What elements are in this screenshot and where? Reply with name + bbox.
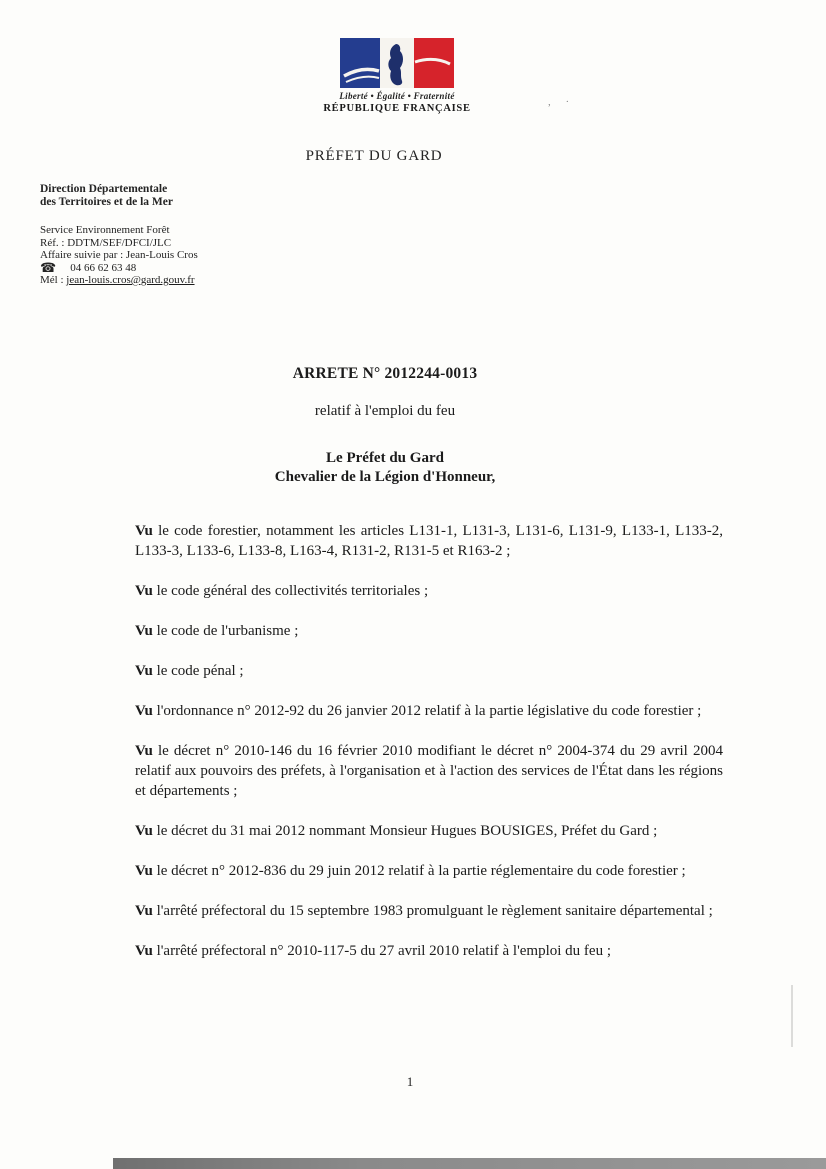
arrete-subject: relatif à l'emploi du feu (314, 403, 456, 419)
vu-lead: Vu (135, 623, 153, 639)
body-paragraph (135, 941, 723, 961)
email-label: Mél : (40, 274, 67, 286)
sender-direction-line2: des Territoires et de la Mer (40, 196, 173, 208)
vu-lead: Vu (135, 523, 153, 539)
vu-lead: Vu (135, 823, 153, 839)
paragraph-text: l'arrêté préfectoral n° 2010-117-5 du 27 avril 2010 relatif à l'emploi du feu ; (152, 943, 612, 959)
vu-lead: Vu (135, 583, 153, 599)
body-paragraph (135, 621, 723, 641)
sender-service-line: Service Environnement Forêt (40, 224, 170, 236)
salutation-line1: Le Préfet du Gard (326, 450, 444, 466)
body-paragraph (135, 821, 723, 841)
body-paragraph (135, 901, 723, 921)
paragraph-text: le code pénal ; (152, 663, 244, 679)
body-paragraph (135, 581, 723, 601)
scan-artifact-line (791, 985, 793, 1047)
body-paragraph (135, 661, 723, 681)
logo-motto: Liberté • Égalité • Fraternité (339, 91, 455, 101)
paragraph-text: le décret du 31 mai 2012 nommant Monsieur Hugues BOUSIGES, Préfet du Gard ; (152, 823, 658, 839)
paragraph-text: l'arrêté préfectoral du 15 septembre 1983 promulguant le règlement sanitaire départemental ; (152, 903, 713, 919)
sender-email-line (40, 274, 198, 287)
sender-reference-line: Réf. : DDTM/SEF/DFCI/JLC (40, 236, 172, 249)
paragraph-text: l'ordonnance n° 2012-92 du 26 janvier 2012 relatif à la partie législative du code forestier ; (152, 703, 702, 719)
paragraph-text: le code de l'urbanisme ; (152, 623, 299, 639)
body-paragraph (135, 861, 723, 881)
salutation-line2: Chevalier de la Légion d'Honneur, (274, 469, 496, 485)
body-paragraph (135, 521, 723, 561)
vu-lead: Vu (135, 903, 153, 919)
vu-lead: Vu (135, 703, 153, 719)
sender-direction-line1: Direction Départementale (40, 183, 168, 195)
vu-lead: Vu (135, 863, 153, 879)
republique-francaise-logo (302, 38, 492, 114)
logo-republique-francaise: RÉPUBLIQUE FRANÇAISE (323, 103, 471, 114)
paragraph-text: le décret n° 2010-146 du 16 février 2010 modifiant le décret n° 2004-374 du 29 avril 2004 relatif aux pouvoirs des préfets, à l'organisation et à l'action des services de l'État dans les régions et départements ; (135, 743, 723, 799)
page-number: 1 (406, 1074, 414, 1089)
scan-artifact-speck: , · (548, 96, 576, 108)
phone-icon: ☎ (40, 259, 57, 275)
phone-number: 04 66 62 63 48 (70, 261, 137, 274)
prefecture-title: PRÉFET DU GARD (305, 148, 443, 164)
french-flag-marianne-icon (340, 38, 454, 88)
paragraph-text: le code forestier, notamment les articles L131-1, L131-3, L131-6, L131-9, L133-1, L133-2, L133-3, L133-6, L133-8, L163-4, R131-2, R131-5 et R163-2 ; (135, 523, 723, 559)
sender-block (40, 183, 198, 287)
email-link[interactable]: jean-louis.cros@gard.gouv.fr (66, 274, 195, 286)
scan-artifact-bar (113, 1158, 826, 1169)
body-paragraph (135, 741, 723, 801)
document-body (135, 521, 723, 981)
sender-handler-line: Affaire suivie par : Jean-Louis Cros (40, 249, 198, 261)
paragraph-text: le code général des collectivités territoriales ; (152, 583, 429, 599)
vu-lead: Vu (135, 663, 153, 679)
arrete-number-title: ARRETE N° 2012244-0013 (292, 365, 478, 382)
vu-lead: Vu (135, 943, 153, 959)
prefect-salutation (0, 449, 770, 487)
title-block (0, 365, 770, 487)
vu-lead: Vu (135, 743, 153, 759)
sender-phone-line (40, 259, 198, 275)
paragraph-text: le décret n° 2012-836 du 29 juin 2012 relatif à la partie réglementaire du code forestier ; (152, 863, 686, 879)
sender-spacer (40, 209, 198, 224)
body-paragraph (135, 701, 723, 721)
